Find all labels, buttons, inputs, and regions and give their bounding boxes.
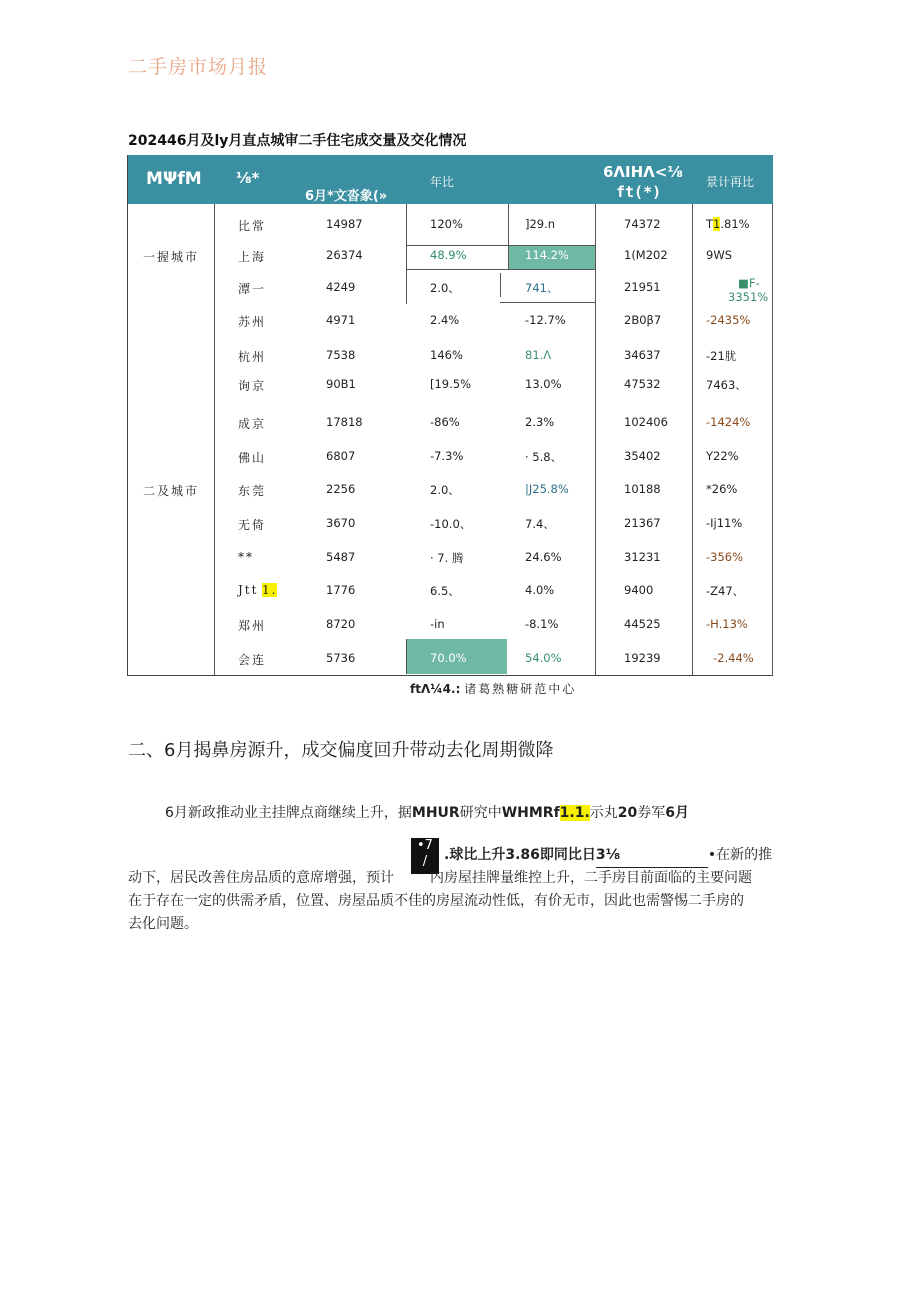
cell-text: *26% <box>706 482 738 496</box>
cell-city: ** <box>238 550 254 564</box>
cell-text: ■F- <box>738 276 760 290</box>
cell-yoy: [19.5% <box>430 377 472 391</box>
cell-text: -21肬 <box>706 349 737 363</box>
cell-volume: 4971 <box>326 313 356 327</box>
cell-volume: 5487 <box>326 550 356 564</box>
cell-mom: |J25.8% <box>525 482 569 496</box>
cell-city: 苏州 <box>238 315 267 329</box>
sales-table <box>127 155 773 676</box>
section-title: 二、6月揭鼻房源升，成交偏度回升带动去化周期微降 <box>128 740 554 761</box>
cell-cumulative-yoy <box>706 449 739 463</box>
column-divider <box>406 247 407 295</box>
cell-city: 成京 <box>238 417 267 431</box>
cell-cumulative: 19239 <box>624 651 661 665</box>
row-divider <box>500 302 595 303</box>
cell-text: 3351% <box>728 290 769 304</box>
cell-cumulative: 2B0β7 <box>624 313 662 327</box>
header-col-cum-yoy: 景计再比 <box>706 175 755 189</box>
highlighted-text: 1 <box>713 217 721 231</box>
cell-volume: 1776 <box>326 583 356 597</box>
cell-mom: 741、 <box>525 281 559 295</box>
cell-yoy: -10.0、 <box>430 517 472 531</box>
cell-cumulative: 1(M202 <box>624 248 668 262</box>
paragraph-text: MHUR <box>411 805 460 821</box>
paragraph-text: 内房屋挂牌量维控上升，二手房目前面临的主要问题 <box>430 870 752 886</box>
header-col-group: MΨfM <box>146 169 202 189</box>
cell-text: 9WS <box>706 248 732 262</box>
header-col-volume: 6月*文沓象(» <box>305 189 388 204</box>
document-header: 二手房市场月报 <box>128 56 269 78</box>
cell-cumulative: 74372 <box>624 217 661 231</box>
cell-yoy: -in <box>430 617 445 631</box>
header-col-yoy: 年比 <box>430 175 455 189</box>
cell-yoy: 120% <box>430 217 463 231</box>
paragraph-line-1 <box>165 802 689 825</box>
paragraph-text: 20 <box>617 805 638 821</box>
cell-city: 无倚 <box>238 518 267 532</box>
cell-cumulative-yoy <box>706 248 732 262</box>
cell-cumulative-yoy <box>706 348 736 364</box>
cell-volume: 4249 <box>326 280 356 294</box>
tier-label-1: 一握城市 <box>143 250 200 264</box>
cell-cumulative-yoy <box>706 313 750 327</box>
column-divider <box>500 273 501 297</box>
cell-yoy: 2.0、 <box>430 483 460 497</box>
paragraph-text: 动下，居民改善住房品质的意席增强，预计 <box>128 870 394 886</box>
cell-cumulative-yoy <box>706 217 750 231</box>
cell-yoy: -86% <box>430 415 460 429</box>
highlighted-text: 1.1. <box>559 805 590 821</box>
cell-text: -356% <box>706 550 744 564</box>
header-col-cum-a: 6ΛIHΛ<⅛ <box>603 163 683 181</box>
cell-mom: 4.0% <box>525 583 555 597</box>
cell-text: 7463、 <box>706 378 747 392</box>
cell-yoy: · 7. 腾 <box>430 551 464 565</box>
cell-city: 会连 <box>238 653 267 667</box>
cell-volume: 17818 <box>326 415 363 429</box>
cell-city: 比常 <box>238 219 267 233</box>
box-text: •7 <box>417 838 433 853</box>
paragraph-line-5: 去化问题。 <box>128 916 198 932</box>
cell-volume: 26374 <box>326 248 363 262</box>
cell-city: 潭一 <box>238 282 267 296</box>
cell-cumulative: 9400 <box>624 583 654 597</box>
cell-volume: 5736 <box>326 651 356 665</box>
cell-mom: · 5.8、 <box>525 450 563 464</box>
cell-yoy: -7.3% <box>430 449 464 463</box>
column-divider <box>692 204 693 675</box>
paragraph-text: 研究中 <box>459 805 502 821</box>
cell-text: -2.44% <box>713 651 754 665</box>
cell-cumulative-yoy <box>706 617 748 631</box>
table-header-row <box>128 155 773 204</box>
paragraph-text: 6月新政推动业主挂牌点商继续上升，据 <box>165 805 412 821</box>
cell-mom: 114.2% <box>525 248 569 262</box>
cell-mom: -8.1% <box>525 617 559 631</box>
cell-yoy: 2.4% <box>430 313 460 327</box>
table-source <box>410 680 576 697</box>
paragraph-text: .球比上升 <box>444 847 506 863</box>
cell-mom: 7.4、 <box>525 517 555 531</box>
cell-volume: 3670 <box>326 516 356 530</box>
cell-volume: 2256 <box>326 482 356 496</box>
paragraph-text: 3.86 <box>505 847 540 863</box>
cell-city: 杭州 <box>238 350 267 364</box>
cell-cumulative: 34637 <box>624 348 661 362</box>
cell-city: 郑州 <box>238 619 267 633</box>
cell-cumulative: 21951 <box>624 280 661 294</box>
cell-text: -14 <box>706 415 725 429</box>
cell-mom: 2.3% <box>525 415 555 429</box>
cell-volume: 7538 <box>326 348 356 362</box>
cell-volume: 6807 <box>326 449 356 463</box>
cell-text: 35% <box>724 313 751 327</box>
paragraph-text: 6月 <box>665 805 690 821</box>
cell-city: 佛山 <box>238 451 267 465</box>
cell-mom: ]29.n <box>525 217 556 231</box>
cell-cumulative-yoy <box>706 377 747 393</box>
cell-cumulative-yoy <box>713 651 754 665</box>
header-col-city: ⅛* <box>236 169 260 187</box>
paragraph-text: 即同比日 <box>539 847 596 863</box>
cell-yoy: 70.0% <box>430 651 467 665</box>
column-divider <box>595 204 596 675</box>
paragraph-text: WHMRf <box>501 805 560 821</box>
cell-text: -Z47、 <box>706 584 745 598</box>
cell-text: -Ij11% <box>706 516 743 530</box>
cell-yoy: 2.0、 <box>430 281 460 295</box>
row-divider <box>406 269 595 270</box>
paragraph-text: 示丸 <box>589 805 618 821</box>
cell-cumulative-yoy <box>706 482 737 496</box>
source-text: 诸葛熟糖研范中心 <box>464 682 577 696</box>
cell-mom: 54.0% <box>525 651 562 665</box>
box-text: / <box>422 854 428 869</box>
cell-cumulative-yoy <box>706 583 744 599</box>
cell-cumulative: 102406 <box>624 415 668 429</box>
cell-yoy: 48.9% <box>430 248 467 262</box>
cell-cumulative-yoy <box>706 550 743 564</box>
cell-text: Y22% <box>706 449 739 463</box>
cell-text: -24 <box>706 313 725 327</box>
cell-city: 上海 <box>238 250 267 264</box>
cell-volume: 8720 <box>326 617 356 631</box>
paragraph-text: •在新的推 <box>707 847 773 863</box>
cell-cumulative: 44525 <box>624 617 661 631</box>
cell-text: -H.13% <box>706 617 748 631</box>
cell-yoy: 146% <box>430 348 463 362</box>
source-label: ftΛ¼4.: <box>410 682 461 696</box>
paragraph-text: 3⅛ <box>596 844 708 868</box>
cell-city: Jtt <box>238 583 259 597</box>
cell-volume: 14987 <box>326 217 363 231</box>
cell-text: T <box>706 217 714 231</box>
column-divider <box>214 204 215 675</box>
paragraph-line-3 <box>128 867 752 890</box>
paragraph-line-2 <box>444 844 772 868</box>
cell-mom: -12.7% <box>525 313 566 327</box>
cell-mom: 13.0% <box>525 377 562 391</box>
cell-cumulative: 31231 <box>624 550 661 564</box>
cell-cumulative: 21367 <box>624 516 661 530</box>
header-col-cum-b: ft(*) <box>616 183 662 201</box>
cell-yoy: 6.5、 <box>430 584 460 598</box>
cell-cumulative-yoy <box>728 276 769 304</box>
cell-mom: 24.6% <box>525 550 562 564</box>
cell-cumulative-yoy <box>706 516 742 530</box>
cell-cumulative: 35402 <box>624 449 661 463</box>
cell-text: 24% <box>724 415 751 429</box>
cell-cumulative-yoy <box>706 415 750 429</box>
cell-text: .81% <box>720 217 750 231</box>
cell-volume: 90B1 <box>326 377 356 391</box>
cell-city: 东莞 <box>238 484 267 498</box>
cell-cumulative: 10188 <box>624 482 661 496</box>
cell-cumulative: 47532 <box>624 377 661 391</box>
column-divider <box>772 204 773 675</box>
table-title: 202446月及ly月直点城审二手住宅成交量及交化情况 <box>128 133 467 149</box>
paragraph-text: 券军 <box>637 805 666 821</box>
highlighted-text: 1. <box>262 583 278 597</box>
tier-label-2: 二及城市 <box>143 484 200 498</box>
cell-mom: 81.Λ <box>525 348 552 362</box>
paragraph-line-4: 在于存在一定的供需矛盾，位置、房屋品质不佳的房屋流动性低，有价无市，因此也需警惕二手房的 <box>128 893 744 909</box>
cell-city: 询京 <box>238 379 267 393</box>
